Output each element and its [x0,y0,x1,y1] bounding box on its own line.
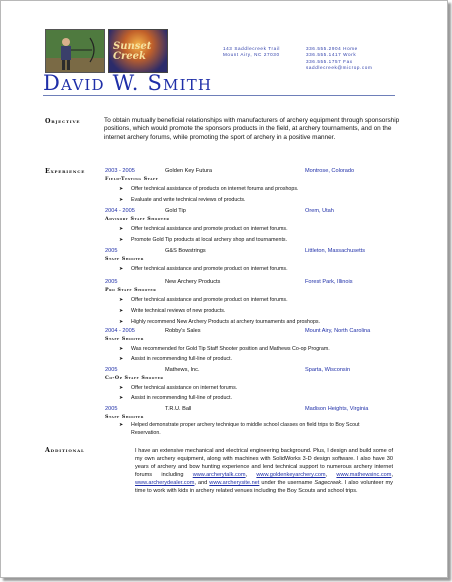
job-years: 2005 [105,367,118,373]
bullet-arrow-icon: ➤ [119,266,124,272]
bullet-arrow-icon: ➤ [119,422,124,428]
bullet-arrow-icon: ➤ [119,297,124,303]
job-years: 2005 [105,248,118,254]
bullet-item: ➤ Helped demonstrate proper archery technique to middle school classes on field trips to Boy Scout Reservation. [119,422,360,436]
bullet-arrow-icon: ➤ [119,385,124,391]
address-block [223,46,280,59]
job-location: Montrose, Colorado [305,168,355,174]
username: Sagecreek [314,480,342,487]
bullet-item: ➤ Assist in recommending full-line of product. [119,356,232,362]
bullet-item: ➤ Offer technical assistance and promote product on internet forums. [119,266,288,272]
job-row [105,279,405,287]
work-phone: 336.555.1417 Work [306,52,357,58]
job-company: Robby's Sales [165,328,201,334]
job-title: Advisory Staff Shooter [105,216,170,222]
job-company: G&S Bowstrings [165,248,206,254]
job-title: Pro Staff Shooter [105,287,157,293]
sunset-creek-logo [108,29,168,73]
bullet-arrow-icon: ➤ [119,356,124,362]
bullet-arrow-icon: ➤ [119,319,124,325]
phone-block [306,46,372,72]
additional-heading: Additional [45,447,85,454]
link-mathewsinc[interactable]: www.mathewsinc.com [336,472,392,479]
link-archerydealer[interactable]: www.archerydealer.com [135,480,195,487]
job-years: 2004 - 2005 [105,328,135,334]
job-row [105,168,405,176]
bullet-item: ➤ Evaluate and write technical reviews of products. [119,197,246,203]
job-company: New Archery Products [165,279,221,285]
job-location: Mount Airy, North Carolina [305,328,371,334]
home-phone: 336.555.2904 Home [306,46,358,51]
job-row [105,406,405,414]
job-years: 2005 [105,406,118,412]
bullet-item: ➤ Offer technical assistance of products on internet forums and proshops. [119,186,299,192]
job-company: Mathews, Inc. [165,367,200,373]
bullet-item: ➤ Promote Gold Tip products at local archery shop and tournaments. [119,237,288,243]
job-title: Staff Shooter [105,414,144,420]
job-company: T.R.U. Ball [165,406,192,412]
job-title: Staff Shooter [105,256,144,262]
job-title: Field-Testing Staff [105,176,159,182]
address-line: 143 Saddlecreek Trail [223,46,281,51]
link-archerytalk[interactable]: www.archerytalk.com [192,472,246,479]
bullet-item: ➤ Was recommended for Gold Tip Staff Shooter position and Mathews Co-op Program. [119,346,330,352]
bullet-arrow-icon: ➤ [119,308,124,314]
job-title: Co-Op Staff Shooter [105,375,164,381]
job-years: 2003 - 2005 [105,168,135,174]
job-company: Golden Key Futura [165,168,212,174]
job-row [105,208,405,216]
bullet-arrow-icon: ➤ [119,237,124,243]
job-row [105,248,405,256]
job-row [105,328,405,336]
link-goldenkeyarchery[interactable]: www.goldenkeyarchery.com [256,472,326,479]
job-row [105,367,405,375]
logo-text: Sunset Creek [113,41,152,62]
address-line: Mount Airy, NC 27030 [223,52,280,58]
header-divider [43,95,395,96]
job-location: Sparta, Wisconsin [305,367,351,373]
bullet-item: ➤ Assist in recommending full-line of product. [119,395,232,401]
job-location: Orem, Utah [305,208,334,214]
bullet-item: ➤ Offer technical assistance and promote product on internet forums. [119,226,288,232]
job-location: Forest Park, Illinois [305,279,353,285]
job-location: Littleton, Massachusetts [305,248,366,254]
job-location: Madison Heights, Virginia [305,406,369,412]
bullet-arrow-icon: ➤ [119,186,124,192]
bullet-arrow-icon: ➤ [119,346,124,352]
bullet-arrow-icon: ➤ [119,395,124,401]
bullet-arrow-icon: ➤ [119,226,124,232]
objective-heading: Objective [45,118,81,125]
job-company: Gold Tip [165,208,186,214]
candidate-name: David W. Smith [43,71,213,95]
additional-text: I have an extensive mechanical and electrical engineering background. Plus, I design and build some of my own archery equipment, along with machines with SolidWorks 3-D design software. I also have 30 years of archery and bow hunting experience and lend technical support to numerous archery internet forums including www.archerytalk.com, www.goldenkeyarchery.com, www.mathewsinc.com, www.archerydealer.com, and www.archerysite.net under the username Sagecreek. I also volunteer my time to work with kids in archery related venues including the Boy Scouts and school trips. [135,448,393,495]
bullet-item: ➤ Highly recommend New Archery Products at archery tournaments and proshops. [119,319,321,325]
link-archerysite[interactable]: www.archerysite.net [209,480,260,487]
bullet-item: ➤ Write technical reviews of new products. [119,308,226,314]
archer-photo [45,29,105,73]
bullet-item: ➤ Offer technical assistance on internet forums. [119,385,238,391]
job-years: 2005 [105,279,118,285]
archer-photo-image [46,30,104,72]
experience-heading: Experience [45,168,86,175]
job-years: 2004 - 2005 [105,208,135,214]
bullet-item: ➤ Offer technical assistance and promote product on internet forums. [119,297,288,303]
job-title: Staff Shooter [105,336,144,342]
email-link[interactable]: saddlecreek@microp.com [306,65,373,71]
bullet-arrow-icon: ➤ [119,197,124,203]
objective-text: To obtain mutually beneficial relationships with manufacturers of archery equipment through sponsorship positions, which would promote the sponsors products in the field, at archery tournaments, and on the internet archery forums, while promoting the sport of archery in a positive manner. [104,117,400,141]
fax-number: 336.555.1757 Fax [306,58,353,64]
